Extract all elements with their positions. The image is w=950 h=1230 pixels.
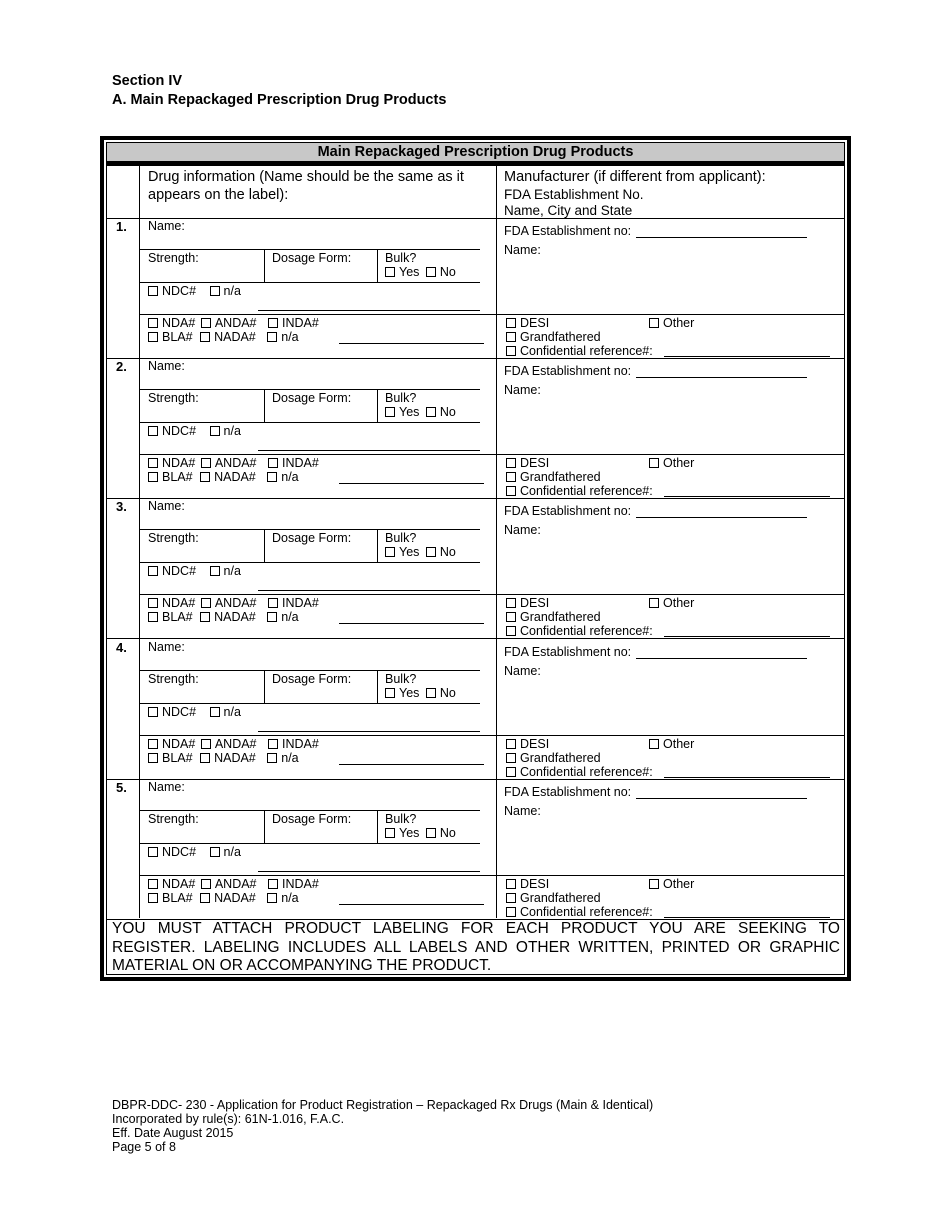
application-na-label: n/a: [281, 610, 299, 624]
fda-establishment-field[interactable]: [636, 377, 807, 378]
desi-checkbox[interactable]: [506, 739, 516, 749]
dosage-form-label: Dosage Form:: [272, 672, 352, 686]
strength-row-divider: [140, 422, 480, 423]
ndc-na-label: n/a: [223, 705, 241, 719]
other-label: Other: [663, 877, 695, 891]
fda-establishment-header: FDA Establishment No.: [504, 187, 644, 202]
nda-label: NDA#: [162, 596, 196, 610]
nda-label: NDA#: [162, 456, 196, 470]
inda-label: INDA#: [282, 877, 319, 891]
confidential-reference-field[interactable]: [664, 777, 830, 778]
grandfathered-label: Grandfathered: [520, 751, 601, 765]
confidential-label: Confidential reference#:: [520, 484, 653, 498]
bulk-label: Bulk?: [385, 672, 417, 686]
anda-label: ANDA#: [214, 316, 257, 330]
manufacturer-name-label: Name:: [504, 664, 541, 678]
application-row-divider: [140, 735, 845, 736]
nada-checkbox[interactable]: [200, 472, 210, 482]
application-na-label: n/a: [281, 330, 299, 344]
other-checkbox[interactable]: [649, 879, 659, 889]
bla-label: BLA#: [162, 891, 193, 905]
ndc-checkbox[interactable]: [148, 707, 158, 717]
bla-checkbox[interactable]: [148, 612, 158, 622]
drug-name-label: Name:: [148, 359, 185, 373]
row-number: 2.: [116, 359, 127, 374]
inda-checkbox[interactable]: [268, 598, 278, 608]
desi-label: DESI: [520, 877, 550, 891]
confidential-reference-field[interactable]: [664, 496, 830, 497]
fda-establishment-field[interactable]: [636, 517, 807, 518]
dosage-divider: [377, 389, 378, 422]
bulk-yes-checkbox[interactable]: [385, 407, 395, 417]
ndc-number-field[interactable]: [258, 310, 480, 311]
application-na-checkbox[interactable]: [267, 472, 277, 482]
grandfathered-checkbox[interactable]: [506, 472, 516, 482]
ndc-label: NDC#: [162, 424, 197, 438]
bulk-yes-checkbox[interactable]: [385, 828, 395, 838]
application-na-label: n/a: [281, 470, 299, 484]
application-na-checkbox[interactable]: [267, 332, 277, 342]
bulk-yes-checkbox[interactable]: [385, 547, 395, 557]
bulk-no-label: No: [439, 405, 456, 419]
bulk-yes-checkbox[interactable]: [385, 688, 395, 698]
name-row-divider: [140, 389, 480, 390]
nada-label: NADA#: [214, 330, 256, 344]
notice-line-2: REGISTER. LABELING INCLUDES ALL LABELS AND OTHER WRITTEN, PRINTED OR GRAPHIC: [112, 938, 840, 956]
effective-date: Eff. Date August 2015: [112, 1126, 234, 1140]
confidential-label: Confidential reference#:: [520, 765, 653, 779]
row-number: 1.: [116, 219, 127, 234]
dosage-divider: [377, 529, 378, 562]
bulk-no-label: No: [439, 826, 456, 840]
dosage-form-label: Dosage Form:: [272, 391, 352, 405]
bla-checkbox[interactable]: [148, 893, 158, 903]
inda-label: INDA#: [282, 456, 319, 470]
confidential-checkbox[interactable]: [506, 346, 516, 356]
ndc-na-label: n/a: [223, 564, 241, 578]
strength-row-divider: [140, 282, 480, 283]
application-na-label: n/a: [281, 751, 299, 765]
confidential-label: Confidential reference#:: [520, 905, 653, 919]
strength-label: Strength:: [148, 251, 199, 265]
confidential-label: Confidential reference#:: [520, 344, 653, 358]
ndc-label: NDC#: [162, 705, 197, 719]
ndc-checkbox[interactable]: [148, 566, 158, 576]
strength-label: Strength:: [148, 531, 199, 545]
confidential-reference-field[interactable]: [664, 917, 830, 918]
grandfathered-checkbox[interactable]: [506, 332, 516, 342]
strength-divider: [264, 389, 265, 422]
nda-checkbox[interactable]: [148, 458, 158, 468]
confidential-checkbox[interactable]: [506, 767, 516, 777]
confidential-reference-field[interactable]: [664, 636, 830, 637]
manufacturer-name-label: Name:: [504, 383, 541, 397]
desi-checkbox[interactable]: [506, 458, 516, 468]
other-checkbox[interactable]: [649, 458, 659, 468]
grandfathered-checkbox[interactable]: [506, 612, 516, 622]
other-checkbox[interactable]: [649, 318, 659, 328]
other-checkbox[interactable]: [649, 598, 659, 608]
application-number-field[interactable]: [339, 764, 484, 765]
table-title: Main Repackaged Prescription Drug Products: [107, 143, 844, 162]
row-number: 3.: [116, 499, 127, 514]
fda-establishment-label: FDA Establishment no:: [504, 645, 632, 659]
bla-label: BLA#: [162, 751, 193, 765]
bulk-no-label: No: [439, 545, 456, 559]
inda-label: INDA#: [282, 316, 319, 330]
bulk-no-checkbox[interactable]: [426, 828, 436, 838]
drug-name-label: Name:: [148, 640, 185, 654]
nada-checkbox[interactable]: [200, 893, 210, 903]
confidential-checkbox[interactable]: [506, 907, 516, 917]
bulk-label: Bulk?: [385, 812, 417, 826]
form-id: DBPR-DDC- 230 - Application for Product Registration – Repackaged Rx Drugs (Main & Identical): [112, 1098, 654, 1112]
bulk-yes-label: Yes: [399, 686, 420, 700]
bulk-yes-label: Yes: [399, 405, 420, 419]
fda-establishment-label: FDA Establishment no:: [504, 504, 632, 518]
bulk-yes-label: Yes: [399, 826, 420, 840]
bla-label: BLA#: [162, 610, 193, 624]
application-na-checkbox[interactable]: [267, 893, 277, 903]
section-title: A. Main Repackaged Prescription Drug Products: [112, 92, 447, 108]
bla-checkbox[interactable]: [148, 753, 158, 763]
dosage-divider: [377, 670, 378, 703]
bulk-no-checkbox[interactable]: [426, 267, 436, 277]
inda-checkbox[interactable]: [268, 318, 278, 328]
application-row-divider: [140, 594, 845, 595]
anda-checkbox[interactable]: [201, 739, 211, 749]
product-row-5: [106, 779, 845, 920]
notice-line-3: MATERIAL ON OR ACCOMPANYING THE PRODUCT.: [112, 957, 492, 974]
anda-label: ANDA#: [214, 456, 257, 470]
inda-label: INDA#: [282, 737, 319, 751]
drug-name-label: Name:: [148, 219, 185, 233]
anda-checkbox[interactable]: [201, 879, 211, 889]
ndc-number-field[interactable]: [258, 731, 480, 732]
strength-row-divider: [140, 703, 480, 704]
other-label: Other: [663, 316, 695, 330]
desi-checkbox[interactable]: [506, 318, 516, 328]
ndc-na-checkbox[interactable]: [210, 566, 220, 576]
strength-label: Strength:: [148, 672, 199, 686]
row-number: 5.: [116, 780, 127, 795]
product-row-2: [106, 358, 845, 499]
application-number-field[interactable]: [339, 623, 484, 624]
anda-checkbox[interactable]: [201, 598, 211, 608]
section-number: Section IV: [112, 73, 183, 89]
bla-checkbox[interactable]: [148, 472, 158, 482]
application-row-divider: [140, 454, 845, 455]
desi-label: DESI: [520, 316, 550, 330]
grandfathered-checkbox[interactable]: [506, 893, 516, 903]
product-row-4: [106, 639, 845, 780]
bulk-yes-label: Yes: [399, 265, 420, 279]
desi-checkbox[interactable]: [506, 598, 516, 608]
rule-reference: Incorporated by rule(s): 61N-1.016, F.A.C.: [112, 1112, 345, 1126]
fda-establishment-field[interactable]: [636, 798, 807, 799]
ndc-na-checkbox[interactable]: [210, 286, 220, 296]
bla-label: BLA#: [162, 330, 193, 344]
nada-checkbox[interactable]: [200, 612, 210, 622]
manufacturer-header: Manufacturer (if different from applicant):: [504, 169, 766, 185]
ndc-number-field[interactable]: [258, 450, 480, 451]
dosage-form-label: Dosage Form:: [272, 251, 352, 265]
nada-label: NADA#: [214, 891, 256, 905]
dosage-form-label: Dosage Form:: [272, 812, 352, 826]
name-row-divider: [140, 670, 480, 671]
ndc-number-field[interactable]: [258, 590, 480, 591]
drug-name-label: Name:: [148, 499, 185, 513]
ndc-checkbox[interactable]: [148, 847, 158, 857]
strength-divider: [264, 810, 265, 843]
application-number-field[interactable]: [339, 343, 484, 344]
other-label: Other: [663, 596, 695, 610]
strength-label: Strength:: [148, 812, 199, 826]
desi-label: DESI: [520, 737, 550, 751]
ndc-label: NDC#: [162, 845, 197, 859]
application-na-checkbox[interactable]: [267, 612, 277, 622]
strength-divider: [264, 529, 265, 562]
grandfathered-label: Grandfathered: [520, 891, 601, 905]
bulk-no-label: No: [439, 686, 456, 700]
fda-establishment-label: FDA Establishment no:: [504, 785, 632, 799]
application-number-field[interactable]: [339, 904, 484, 905]
inda-checkbox[interactable]: [268, 458, 278, 468]
strength-divider: [264, 249, 265, 282]
bla-checkbox[interactable]: [148, 332, 158, 342]
ndc-label: NDC#: [162, 284, 197, 298]
desi-label: DESI: [520, 456, 550, 470]
strength-row-divider: [140, 562, 480, 563]
anda-checkbox[interactable]: [201, 458, 211, 468]
title-divider: [106, 162, 845, 166]
ndc-na-label: n/a: [223, 284, 241, 298]
dosage-form-label: Dosage Form:: [272, 531, 352, 545]
nada-checkbox[interactable]: [200, 332, 210, 342]
other-label: Other: [663, 737, 695, 751]
ndc-na-label: n/a: [223, 845, 241, 859]
nada-label: NADA#: [214, 470, 256, 484]
ndc-checkbox[interactable]: [148, 426, 158, 436]
strength-row-divider: [140, 843, 480, 844]
notice-line-1: YOU MUST ATTACH PRODUCT LABELING FOR EACH PRODUCT YOU ARE SEEKING TO: [112, 920, 840, 937]
application-number-field[interactable]: [339, 483, 484, 484]
ndc-na-checkbox[interactable]: [210, 426, 220, 436]
ndc-na-checkbox[interactable]: [210, 847, 220, 857]
name-row-divider: [140, 529, 480, 530]
anda-label: ANDA#: [214, 737, 257, 751]
nda-label: NDA#: [162, 737, 196, 751]
strength-label: Strength:: [148, 391, 199, 405]
nada-label: NADA#: [214, 751, 256, 765]
application-na-checkbox[interactable]: [267, 753, 277, 763]
bulk-label: Bulk?: [385, 391, 417, 405]
confidential-label: Confidential reference#:: [520, 624, 653, 638]
bulk-no-checkbox[interactable]: [426, 688, 436, 698]
nada-checkbox[interactable]: [200, 753, 210, 763]
nda-label: NDA#: [162, 877, 196, 891]
other-label: Other: [663, 456, 695, 470]
anda-checkbox[interactable]: [201, 318, 211, 328]
bulk-yes-checkbox[interactable]: [385, 267, 395, 277]
page-number: Page 5 of 8: [112, 1140, 176, 1154]
nda-checkbox[interactable]: [148, 879, 158, 889]
ndc-checkbox[interactable]: [148, 286, 158, 296]
fda-establishment-label: FDA Establishment no:: [504, 224, 632, 238]
grandfathered-label: Grandfathered: [520, 330, 601, 344]
desi-checkbox[interactable]: [506, 879, 516, 889]
anda-label: ANDA#: [214, 877, 257, 891]
fda-establishment-label: FDA Establishment no:: [504, 364, 632, 378]
inda-checkbox[interactable]: [268, 739, 278, 749]
confidential-checkbox[interactable]: [506, 486, 516, 496]
anda-label: ANDA#: [214, 596, 257, 610]
nda-checkbox[interactable]: [148, 598, 158, 608]
other-checkbox[interactable]: [649, 739, 659, 749]
bulk-label: Bulk?: [385, 531, 417, 545]
bulk-yes-label: Yes: [399, 545, 420, 559]
bulk-no-checkbox[interactable]: [426, 547, 436, 557]
inda-label: INDA#: [282, 596, 319, 610]
strength-divider: [264, 670, 265, 703]
dosage-divider: [377, 810, 378, 843]
bulk-label: Bulk?: [385, 251, 417, 265]
desi-label: DESI: [520, 596, 550, 610]
confidential-checkbox[interactable]: [506, 626, 516, 636]
product-row-1: [106, 218, 845, 359]
nada-label: NADA#: [214, 610, 256, 624]
bulk-no-label: No: [439, 265, 456, 279]
grandfathered-checkbox[interactable]: [506, 753, 516, 763]
nda-label: NDA#: [162, 316, 196, 330]
grandfathered-label: Grandfathered: [520, 610, 601, 624]
application-row-divider: [140, 875, 845, 876]
row-number: 4.: [116, 640, 127, 655]
ndc-na-checkbox[interactable]: [210, 707, 220, 717]
drug-name-label: Name:: [148, 780, 185, 794]
bulk-no-checkbox[interactable]: [426, 407, 436, 417]
manufacturer-name-label: Name:: [504, 804, 541, 818]
ndc-na-label: n/a: [223, 424, 241, 438]
manufacturer-name-label: Name:: [504, 243, 541, 257]
bla-label: BLA#: [162, 470, 193, 484]
labeling-notice: [112, 920, 840, 976]
grandfathered-label: Grandfathered: [520, 470, 601, 484]
application-row-divider: [140, 314, 845, 315]
nda-checkbox[interactable]: [148, 739, 158, 749]
drug-info-header: Drug information (Name should be the same as it appears on the label):: [148, 169, 464, 203]
name-row-divider: [140, 810, 480, 811]
ndc-label: NDC#: [162, 564, 197, 578]
fda-establishment-field[interactable]: [636, 658, 807, 659]
inda-checkbox[interactable]: [268, 879, 278, 889]
dosage-divider: [377, 249, 378, 282]
ndc-number-field[interactable]: [258, 871, 480, 872]
product-row-3: [106, 498, 845, 639]
confidential-reference-field[interactable]: [664, 356, 830, 357]
name-city-state-header: Name, City and State: [504, 203, 633, 218]
fda-establishment-field[interactable]: [636, 237, 807, 238]
manufacturer-name-label: Name:: [504, 523, 541, 537]
name-row-divider: [140, 249, 480, 250]
nda-checkbox[interactable]: [148, 318, 158, 328]
application-na-label: n/a: [281, 891, 299, 905]
